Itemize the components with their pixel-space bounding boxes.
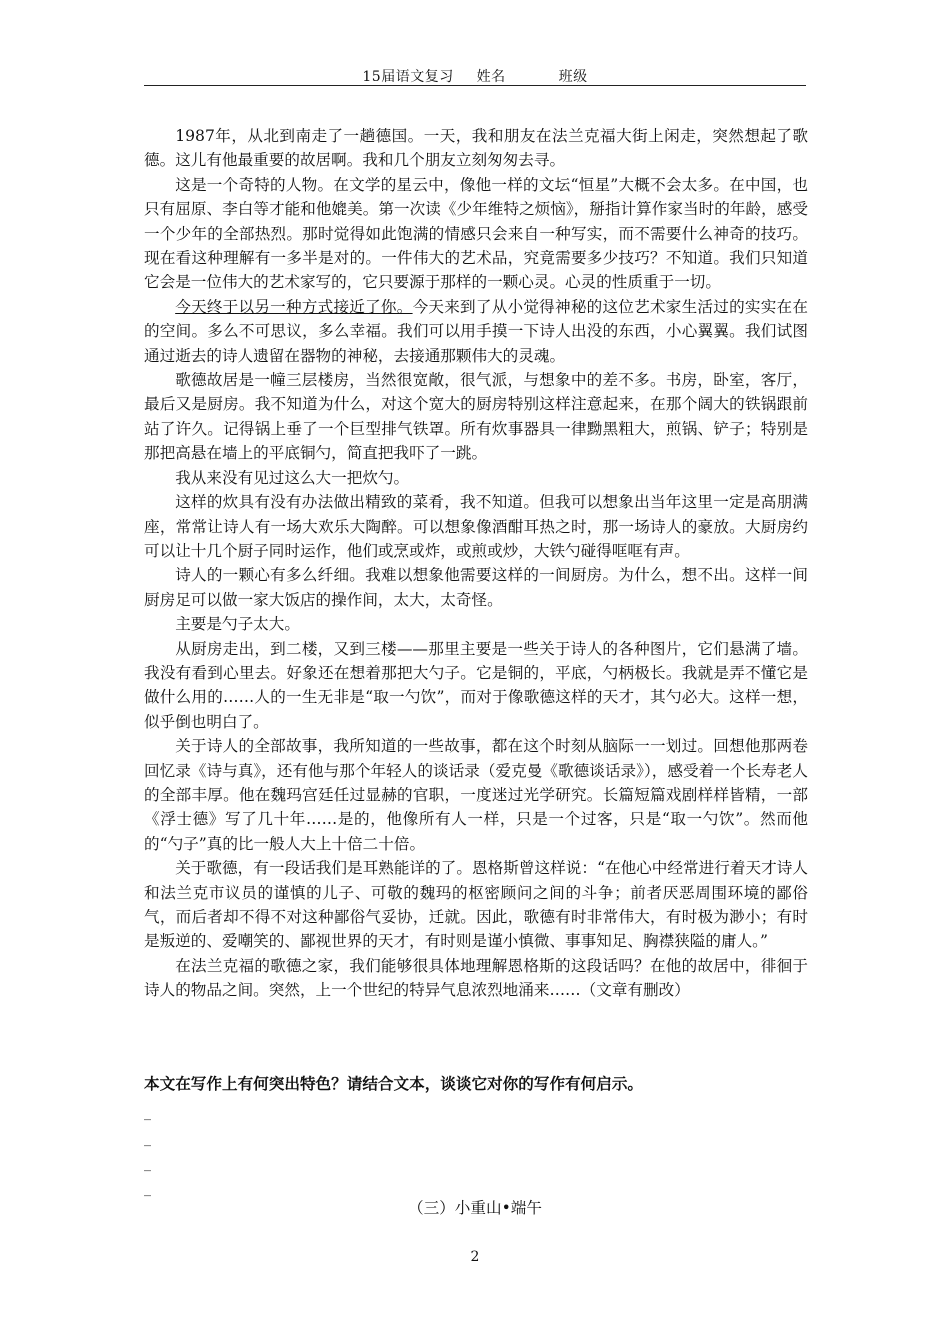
header-rule — [144, 85, 806, 86]
answer-blank-line[interactable]: _ — [144, 1156, 151, 1172]
paragraph: 我从来没有见过这么大一把炊勺。 — [175, 468, 410, 487]
paragraph: 关于诗人的全部故事，我所知道的一些故事，都在这个时刻从脑际一一划过。回想他那两卷回忆录《诗与真》，还有他与那个年轻人的谈话录（爱克曼《歌德谈话录》），感受着一个长寿老人的全部丰厚。他在魏玛宫廷任过显赫的官职，一度迷过光学研究。长篇短篇戏剧样样皆精，一部《浮士德》写了几十年……是的，他像所有人一样，只是一个过客，只是“取一勺饮”。然而他的“勺子”真的比一般人大上十倍二十倍。 — [144, 737, 808, 853]
paragraph: 主要是勺子太大。 — [175, 615, 300, 634]
course-title: 15届语文复习 — [362, 69, 454, 85]
section-title: （三）小重山•端午 — [408, 1199, 542, 1217]
paragraph: 从厨房走出，到二楼，又到三楼——那里主要是一些关于诗人的各种图片，它们悬满了墙。我没有看到心里去。好象还在想着那把大勺子。它是铜的，平底，勺柄极长。我就是弄不懂它是做什么用的……人的一生无非是“取一勺饮”，而对于像歌德这样的天才，其勺必大。这样一想，似乎倒也明白了。 — [144, 639, 808, 731]
answer-blank-line[interactable]: _ — [144, 1105, 151, 1121]
paragraph: 这是一个奇特的人物。在文学的星云中，像他一样的文坛“恒星”大概不会太多。在中国，也只有屈原、李白等才能和他媲美。第一次读《少年维特之烦恼》，掰指计算作家当时的年龄，感受一个少年的全部热烈。那时觉得如此饱满的情感只会来自一种写实，而不需要什么神奇的技巧。现在看这种理解有一多半是对的。一件伟大的艺术品，究竟需要多少技巧？不知道。我们只知道它会是一位伟大的艺术家写的，它只要源于那样的一颗心灵。心灵的性质重于一切。 — [144, 175, 808, 292]
article-body — [144, 124, 808, 1003]
paragraph: 1987年，从北到南走了一趟德国。一天，我和朋友在法兰克福大街上闲走，突然想起了歌德。这儿有他最重要的故居啊。我和几个朋友立刻匆匆去寻。 — [144, 127, 808, 170]
page-header — [0, 66, 950, 86]
answer-blank-line[interactable]: _ — [144, 1181, 151, 1197]
underlined-sentence: 今天终于以另一种方式接近了你。 — [175, 297, 413, 316]
paragraph-text: 今天来到了从小觉得神秘的这位艺术家生活过的实实在在的空间。多么不可思议，多么幸福。我们可以用手摸一下诗人出没的东西，小心翼翼。我们试图通过逝去的诗人遗留在器物的神秘，去接通那颗伟大的灵魂。 — [144, 297, 808, 365]
paragraph: 这样的炊具有没有办法做出精致的菜肴，我不知道。但我可以想象出当年这里一定是高朋满座，常常让诗人有一场大欢乐大陶醉。可以想象像酒酣耳热之时，那一场诗人的豪放。大厨房约可以让十几个厨子同时运作，他们或烹或炸，或煎或炒，大铁勺碰得哐哐有声。 — [144, 493, 808, 560]
question-text: 本文在写作上有何突出特色？请结合文本，谈谈它对你的写作有何启示。 — [144, 1075, 644, 1093]
paragraph: 诗人的一颗心有多么纤细。我难以想象他需要这样的一间厨房。为什么，想不出。这样一间厨房足可以做一家大饭店的操作间，太大，太奇怪。 — [144, 566, 808, 609]
class-label: 班级 — [558, 69, 588, 85]
page-number: 2 — [470, 1249, 480, 1265]
paragraph: 歌德故居是一幢三层楼房，当然很宽敞，很气派，与想象中的差不多。书房，卧室，客厅，最后又是厨房。我不知道为什么，对这个宽大的厨房特别这样注意起来，在那个阔大的铁锅跟前站了许久。记得锅上垂了一个巨型排气铁罩。所有炊事器具一律黝黑粗大，煎锅、铲子；特别是那把高悬在墙上的平底铜勺，简直把我吓了一跳。 — [144, 371, 808, 463]
paragraph: 关于歌德，有一段话我们是耳熟能详的了。恩格斯曾这样说：“在他心中经常进行着天才诗人和法兰克市议员的谨慎的儿子、可敬的魏玛的枢密顾问之间的斗争；前者厌恶周围环境的鄙俗气，而后者却不得不对这种鄙俗气妥协，迁就。因此，歌德有时非常伟大，有时极为渺小；有时是叛逆的、爱嘲笑的、鄙视世界的天才，有时则是谨小慎微、事事知足、胸襟狭隘的庸人。” — [144, 859, 808, 951]
paragraph: 在法兰克福的歌德之家，我们能够很具体地理解恩格斯的这段话吗？在他的故居中，徘徊于诗人的物品之间。突然，上一个世纪的特异气息浓烈地涌来……（文章有删改） — [144, 956, 808, 1000]
name-label: 姓名 — [476, 69, 506, 85]
answer-blank-line[interactable]: _ — [144, 1131, 151, 1147]
paragraph — [144, 295, 808, 368]
